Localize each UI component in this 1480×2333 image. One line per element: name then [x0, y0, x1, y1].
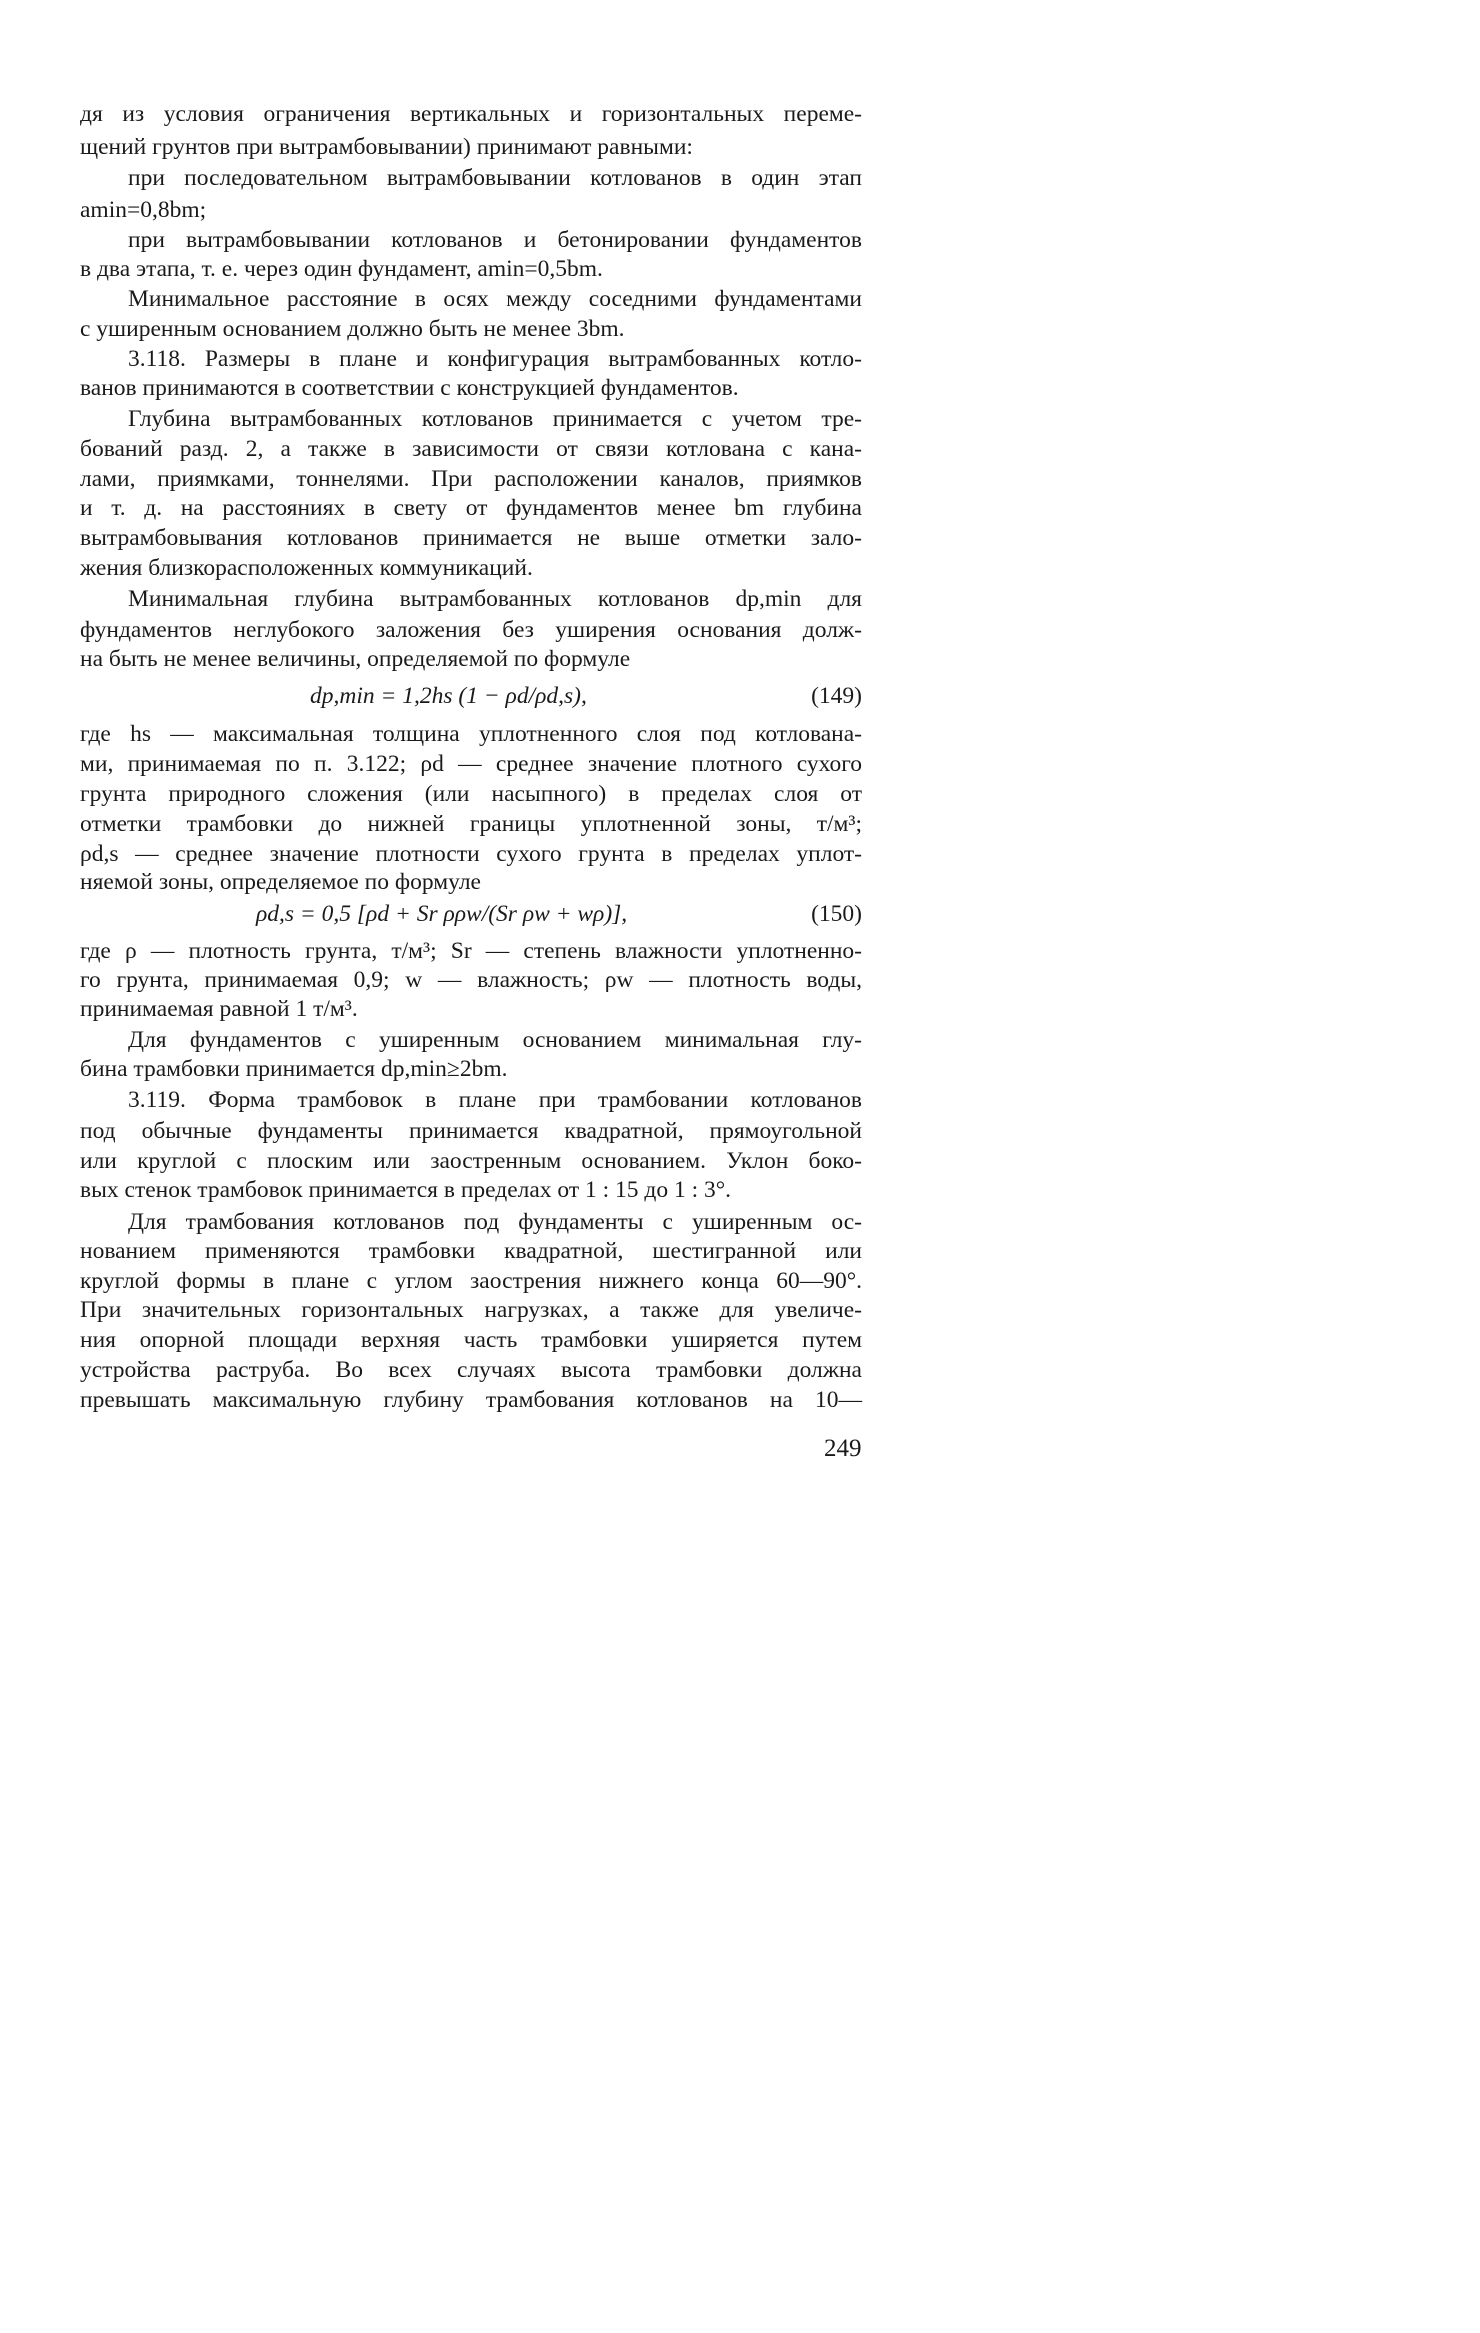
section-3-118-heading: 3.118. Размеры в плане и конфигурация вытрамбованных котло- [128, 346, 862, 372]
text-line: или круглой с плоским или заостренным основанием. Уклон боко- [80, 1148, 862, 1174]
text-line: круглой формы в плане с углом заострения нижнего конца 60—90°. [80, 1268, 862, 1294]
text-line: Минимальная глубина вытрамбованных котлованов dp,min для [128, 586, 862, 612]
text-line: щений грунтов при вытрамбовывании) принимают равными: [80, 134, 693, 160]
text-line: Глубина вытрамбованных котлованов принимается с учетом тре- [128, 406, 862, 432]
section-3-119-heading: 3.119. Форма трамбовок в плане при трамбовании котлованов [128, 1087, 862, 1113]
equation-number: (150) [811, 901, 862, 927]
book-page [0, 0, 986, 1554]
text-line: няемой зоны, определяемое по формуле [80, 869, 481, 895]
text-line: где hs — максимальная толщина уплотненного слоя под котлована- [80, 721, 862, 747]
text-line: ванов принимаются в соответствии с конструкцией фундаментов. [80, 375, 739, 401]
text-line: ния опорной площади верхняя часть трамбовки уширяется путем [80, 1327, 862, 1353]
text-line: При значительных горизонтальных нагрузках, а также для увеличе- [80, 1297, 862, 1323]
text-line: вытрамбовывания котлованов принимается не выше отметки зало- [80, 525, 862, 551]
text-line: жения близкорасположенных коммуникаций. [80, 555, 533, 581]
text-line: бина трамбовки принимается dp,min≥2bm. [80, 1056, 508, 1082]
text-line: устройства раструба. Во всех случаях высота трамбовки должна [80, 1357, 862, 1383]
text-line: Для фундаментов с уширенным основанием минимальная глу- [128, 1027, 862, 1053]
text-line: при последовательном вытрамбовывании котлованов в один этап [128, 165, 862, 191]
text-line: Для трамбования котлованов под фундаменты с уширенным ос- [128, 1209, 862, 1235]
text-line: вых стенок трамбовок принимается в пределах от 1 : 15 до 1 : 3°. [80, 1177, 732, 1203]
text-line: в два этапа, т. е. через один фундамент, amin=0,5bm. [80, 256, 603, 282]
text-line: го грунта, принимаемая 0,9; w — влажность; ρw — плотность воды, [80, 967, 862, 993]
equation-149 [80, 680, 862, 712]
text-line: грунта природного сложения (или насыпного) в пределах слоя от [80, 781, 862, 807]
equation-formula: dp,min = 1,2hs (1 − ρd/ρd,s), [310, 683, 587, 709]
text-line: где ρ — плотность грунта, т/м³; Sr — степень влажности уплотненно- [80, 938, 862, 964]
text-line: под обычные фундаменты принимается квадратной, прямоугольной [80, 1118, 862, 1144]
equation-number: (149) [811, 683, 862, 709]
text-line: превышать максимальную глубину трамбования котлованов на 10— [80, 1387, 862, 1413]
text-line: Минимальное расстояние в осях между соседними фундаментами [128, 286, 862, 312]
page-number: 249 [824, 1435, 862, 1462]
text-line: ми, принимаемая по п. 3.122; ρd — среднее значение плотного сухого [80, 751, 862, 777]
text-line: бований разд. 2, а также в зависимости от связи котлована с кана- [80, 436, 862, 462]
text-line: нованием применяются трамбовки квадратной, шестигранной или [80, 1238, 862, 1264]
text-line: принимаемая равной 1 т/м³. [80, 996, 358, 1022]
text-line: с уширенным основанием должно быть не менее 3bm. [80, 316, 625, 342]
text-line: amin=0,8bm; [80, 197, 207, 223]
text-line: на быть не менее величины, определяемой по формуле [80, 646, 631, 672]
equation-150 [80, 898, 862, 930]
text-line: и т. д. на расстояниях в свету от фундаментов менее bm глубина [80, 495, 862, 521]
text-line: фундаментов неглубокого заложения без уширения основания долж- [80, 617, 862, 643]
text-line: отметки трамбовки до нижней границы уплотненной зоны, т/м³; [80, 811, 862, 837]
text-line: дя из условия ограничения вертикальных и горизонтальных переме- [80, 101, 862, 127]
text-line: ρd,s — среднее значение плотности сухого грунта в пределах уплот- [80, 841, 862, 867]
text-line: при вытрамбовывании котлованов и бетонировании фундаментов [128, 227, 862, 253]
equation-formula: ρd,s = 0,5 [ρd + Sr ρρw/(Sr ρw + wρ)], [256, 901, 628, 927]
text-line: лами, приямками, тоннелями. При расположении каналов, приямков [80, 466, 862, 492]
